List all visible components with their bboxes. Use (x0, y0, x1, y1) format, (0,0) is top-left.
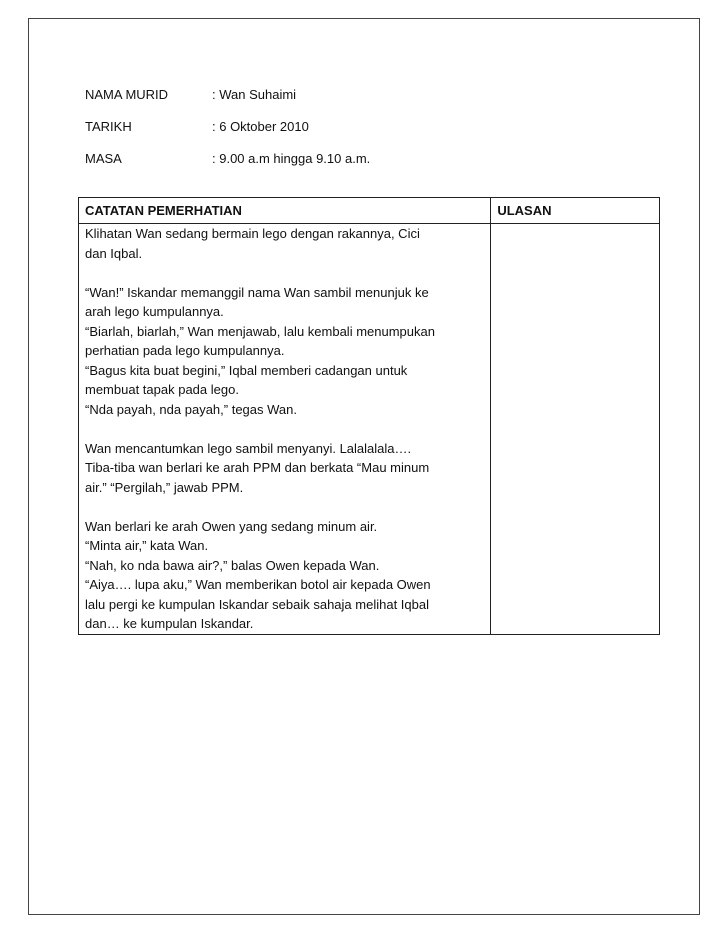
text-line: Wan mencantumkan lego sambil menyanyi. Lalalalala…. (85, 440, 412, 456)
text-line: Wan berlari ke arah Owen yang sedang minum air. (85, 518, 378, 534)
text-line: “Aiya…. lupa aku,” Wan memberikan botol air kepada Owen (85, 577, 431, 592)
text-line: Tiba-tiba wan berlari ke arah PPM dan berkata “Mau minum (85, 460, 430, 475)
text-line: arah lego kumpulannya. (85, 304, 224, 319)
text-line: lalu pergi ke kumpulan Iskandar sebaik sahaja melihat Iqbal (85, 596, 429, 612)
observation-paragraph-3 (85, 439, 484, 498)
text-line: membuat tapak pada lego. (85, 382, 239, 397)
observation-column-header: CATATAN PEMERHATIAN (79, 198, 491, 224)
student-name-label: NAMA MURID (85, 87, 169, 102)
observation-paragraph-1 (85, 224, 484, 263)
text-line: “Biarlah, biarlah,” Wan menjawab, lalu kembali menumpukan (85, 323, 435, 339)
observation-paragraph-2 (85, 283, 484, 420)
text-line: “Nda payah, nda payah,” tegas Wan. (85, 401, 297, 417)
text-line: perhatian pada lego kumpulannya. (85, 343, 285, 358)
table-header-row (79, 198, 660, 224)
observation-table (78, 197, 660, 635)
text-line: “Nah, ko nda bawa air?,” balas Owen kepada Wan. (85, 557, 380, 573)
text-line: air.” “Pergilah,” jawab PPM. (85, 479, 244, 495)
observation-paragraph-4 (85, 517, 484, 634)
date-label: TARIKH (85, 119, 132, 134)
time-value: : 9.00 a.m hingga 9.10 a.m. (212, 151, 371, 166)
text-line: “Wan!” Iskandar memanggil nama Wan sambil menunjuk ke (85, 284, 429, 300)
date-value: : 6 Oktober 2010 (212, 119, 309, 134)
text-line: Klihatan Wan sedang bermain lego dengan rakannya, Cici (85, 226, 420, 241)
comment-column-header: ULASAN (491, 198, 660, 224)
observation-notes-cell (79, 224, 491, 635)
text-line: “Minta air,” kata Wan. (85, 538, 209, 553)
table-row (79, 224, 660, 635)
text-line: dan… ke kumpulan Iskandar. (85, 616, 254, 631)
text-line: “Bagus kita buat begini,” Iqbal memberi cadangan untuk (85, 362, 408, 378)
comment-cell (491, 224, 660, 635)
student-name-value: : Wan Suhaimi (212, 87, 297, 102)
time-label: MASA (85, 151, 122, 166)
text-line: dan Iqbal. (85, 245, 143, 261)
